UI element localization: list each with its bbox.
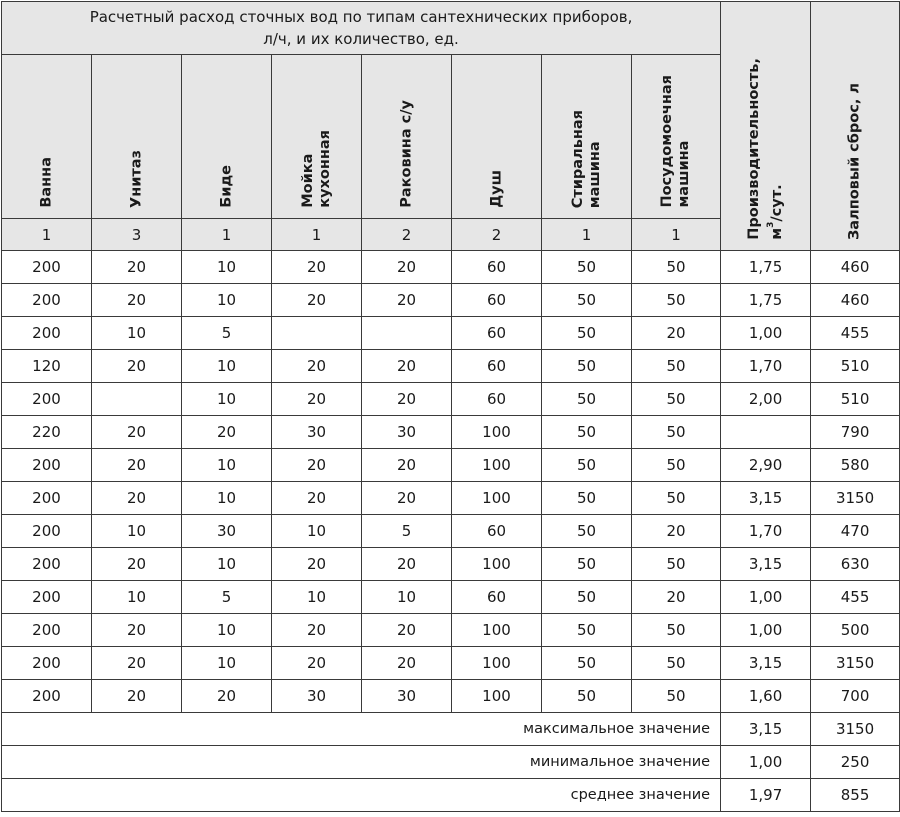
column-header-6 xyxy=(452,55,542,219)
table-cell: 50 xyxy=(632,614,721,647)
column-label-line-2: машина xyxy=(586,141,603,208)
table-cell: 50 xyxy=(542,548,632,581)
table-cell: 30 xyxy=(362,416,452,449)
table-row xyxy=(2,680,900,713)
table-title-line-1: Расчетный расход сточных вод по типам сантехнических приборов, xyxy=(89,8,633,26)
column-count: 1 xyxy=(2,219,92,251)
table-cell: 20 xyxy=(632,581,721,614)
table-cell: 200 xyxy=(2,515,92,548)
table-cell: 460 xyxy=(811,251,900,284)
table-cell: 20 xyxy=(92,251,182,284)
table-cell: 20 xyxy=(632,317,721,350)
table-cell: 20 xyxy=(92,680,182,713)
table-row xyxy=(2,350,900,383)
table-cell: 510 xyxy=(811,383,900,416)
column-header-3 xyxy=(182,55,272,219)
table-cell: 220 xyxy=(2,416,92,449)
table-cell: 790 xyxy=(811,416,900,449)
table-cell: 10 xyxy=(272,515,362,548)
table-cell: 20 xyxy=(182,416,272,449)
table-cell: 20 xyxy=(362,482,452,515)
table-cell: 200 xyxy=(2,647,92,680)
column-header-productivity xyxy=(721,2,811,251)
table-cell: 10 xyxy=(182,284,272,317)
table-cell: 3,15 xyxy=(721,647,811,680)
table-cell: 200 xyxy=(2,251,92,284)
table-cell: 10 xyxy=(182,383,272,416)
table-cell: 20 xyxy=(272,548,362,581)
table-cell: 10 xyxy=(182,350,272,383)
table-row xyxy=(2,482,900,515)
table-cell: 20 xyxy=(632,515,721,548)
table-cell: 50 xyxy=(542,515,632,548)
table-cell: 20 xyxy=(272,449,362,482)
table-cell: 20 xyxy=(272,284,362,317)
table-cell: 50 xyxy=(632,350,721,383)
table-cell: 100 xyxy=(452,680,542,713)
table-cell: 630 xyxy=(811,548,900,581)
table-cell: 50 xyxy=(542,449,632,482)
column-count: 2 xyxy=(452,219,542,251)
table-cell: 20 xyxy=(362,548,452,581)
column-count: 1 xyxy=(632,219,721,251)
table-cell: 1,00 xyxy=(721,581,811,614)
column-header-7 xyxy=(542,55,632,219)
column-label-line-2: машина xyxy=(676,141,693,208)
table-cell: 20 xyxy=(92,284,182,317)
table-cell: 20 xyxy=(92,548,182,581)
table-cell: 60 xyxy=(452,284,542,317)
table-cell: 50 xyxy=(632,416,721,449)
table-cell: 200 xyxy=(2,449,92,482)
column-count: 3 xyxy=(92,219,182,251)
table-cell: 455 xyxy=(811,317,900,350)
table-row xyxy=(2,317,900,350)
table-cell: 10 xyxy=(182,251,272,284)
column-header-1 xyxy=(2,55,92,219)
table-cell: 50 xyxy=(542,647,632,680)
table-cell: 50 xyxy=(542,383,632,416)
table-cell: 50 xyxy=(632,284,721,317)
table-cell: 30 xyxy=(272,680,362,713)
table-cell: 10 xyxy=(182,548,272,581)
table-cell: 10 xyxy=(182,614,272,647)
table-cell: 460 xyxy=(811,284,900,317)
column-header-8 xyxy=(632,55,721,219)
table-cell: 50 xyxy=(542,416,632,449)
summary-row xyxy=(2,713,900,746)
table-cell: 20 xyxy=(362,449,452,482)
table-cell: 200 xyxy=(2,548,92,581)
column-count: 2 xyxy=(362,219,452,251)
summary-discharge: 855 xyxy=(811,779,900,812)
table-cell: 50 xyxy=(632,680,721,713)
table-cell: 1,75 xyxy=(721,251,811,284)
table-cell: 3,15 xyxy=(721,548,811,581)
table-cell: 1,60 xyxy=(721,680,811,713)
table-cell: 1,75 xyxy=(721,284,811,317)
table-cell: 3150 xyxy=(811,647,900,680)
table-cell: 20 xyxy=(272,647,362,680)
table-cell: 5 xyxy=(182,581,272,614)
table-cell xyxy=(272,317,362,350)
column-header-4 xyxy=(272,55,362,219)
discharge-label: Залповый сброс, л xyxy=(846,82,863,240)
table-cell: 50 xyxy=(632,449,721,482)
table-cell: 50 xyxy=(632,647,721,680)
column-count: 1 xyxy=(272,219,362,251)
table-cell: 20 xyxy=(92,416,182,449)
table-cell: 2,00 xyxy=(721,383,811,416)
table-cell: 120 xyxy=(2,350,92,383)
table-cell: 20 xyxy=(92,647,182,680)
table-cell: 10 xyxy=(92,581,182,614)
productivity-unit-sup: 3 xyxy=(765,221,776,229)
column-header-5 xyxy=(362,55,452,219)
table-cell: 20 xyxy=(362,284,452,317)
table-cell: 20 xyxy=(272,482,362,515)
table-title-line-2: л/ч, и их количество, ед. xyxy=(263,30,459,48)
table-cell: 200 xyxy=(2,614,92,647)
table-cell: 100 xyxy=(452,614,542,647)
productivity-unit-base: м xyxy=(768,228,785,240)
column-label: Мойка xyxy=(299,153,316,208)
table-cell: 60 xyxy=(452,581,542,614)
table-row xyxy=(2,548,900,581)
column-label: Стиральная xyxy=(569,109,586,208)
table-cell: 20 xyxy=(272,350,362,383)
column-count: 1 xyxy=(182,219,272,251)
table-cell: 50 xyxy=(632,482,721,515)
table-cell: 470 xyxy=(811,515,900,548)
table-row xyxy=(2,647,900,680)
column-header-2 xyxy=(92,55,182,219)
column-label: Раковина с/у xyxy=(398,100,414,208)
summary-discharge: 3150 xyxy=(811,713,900,746)
column-label: Ванна xyxy=(38,157,54,208)
table-cell: 20 xyxy=(272,614,362,647)
table-cell: 200 xyxy=(2,317,92,350)
table-cell: 60 xyxy=(452,515,542,548)
productivity-label: Производительность, xyxy=(745,58,762,240)
table-cell: 20 xyxy=(362,383,452,416)
table-cell: 30 xyxy=(182,515,272,548)
column-label: Биде xyxy=(218,165,234,208)
column-label: Унитаз xyxy=(128,150,144,208)
column-count: 1 xyxy=(542,219,632,251)
table-cell: 100 xyxy=(452,416,542,449)
table-cell: 50 xyxy=(542,680,632,713)
table-cell: 20 xyxy=(92,482,182,515)
table-cell: 20 xyxy=(272,383,362,416)
table-row xyxy=(2,449,900,482)
summary-discharge: 250 xyxy=(811,746,900,779)
table-cell: 3,15 xyxy=(721,482,811,515)
wastewater-table xyxy=(1,1,900,812)
summary-productivity: 3,15 xyxy=(721,713,811,746)
table-cell: 20 xyxy=(182,680,272,713)
summary-productivity: 1,97 xyxy=(721,779,811,812)
summary-row xyxy=(2,746,900,779)
table-cell: 20 xyxy=(362,647,452,680)
table-cell: 50 xyxy=(632,383,721,416)
table-cell: 30 xyxy=(272,416,362,449)
table-row xyxy=(2,515,900,548)
column-label: Душ xyxy=(488,170,504,208)
table-cell: 20 xyxy=(362,350,452,383)
table-cell: 1,00 xyxy=(721,317,811,350)
table-cell: 200 xyxy=(2,383,92,416)
summary-label: максимальное значение xyxy=(2,713,721,746)
column-header-discharge xyxy=(811,2,900,251)
summary-label: среднее значение xyxy=(2,779,721,812)
table-row xyxy=(2,251,900,284)
table-cell: 60 xyxy=(452,251,542,284)
table-title xyxy=(2,2,721,55)
table-cell: 3150 xyxy=(811,482,900,515)
table-cell: 10 xyxy=(272,581,362,614)
table-cell: 500 xyxy=(811,614,900,647)
productivity-unit-rest: /сут. xyxy=(768,184,785,222)
table-cell: 10 xyxy=(362,581,452,614)
table-cell: 50 xyxy=(542,482,632,515)
table-cell: 20 xyxy=(362,251,452,284)
table-cell: 1,70 xyxy=(721,350,811,383)
table-cell xyxy=(721,416,811,449)
table-cell: 200 xyxy=(2,284,92,317)
table-cell: 60 xyxy=(452,350,542,383)
table-row xyxy=(2,416,900,449)
table-cell: 10 xyxy=(182,482,272,515)
table-row xyxy=(2,284,900,317)
table-cell: 10 xyxy=(182,647,272,680)
table-cell: 50 xyxy=(542,581,632,614)
table-row xyxy=(2,614,900,647)
table-cell: 50 xyxy=(632,548,721,581)
table-cell: 100 xyxy=(452,548,542,581)
table-cell xyxy=(92,383,182,416)
column-label-line-2: кухонная xyxy=(316,130,333,208)
table-cell: 20 xyxy=(362,614,452,647)
table-cell: 1,00 xyxy=(721,614,811,647)
summary-row xyxy=(2,779,900,812)
table-cell: 200 xyxy=(2,680,92,713)
table-cell: 5 xyxy=(362,515,452,548)
table-cell: 100 xyxy=(452,647,542,680)
table-cell: 50 xyxy=(542,614,632,647)
table-cell: 2,90 xyxy=(721,449,811,482)
table-cell: 1,70 xyxy=(721,515,811,548)
table-row xyxy=(2,383,900,416)
table-cell: 10 xyxy=(182,449,272,482)
summary-label: минимальное значение xyxy=(2,746,721,779)
table-cell: 20 xyxy=(272,251,362,284)
table-cell xyxy=(362,317,452,350)
table-cell: 700 xyxy=(811,680,900,713)
table-cell: 50 xyxy=(542,350,632,383)
table-cell: 510 xyxy=(811,350,900,383)
table-cell: 20 xyxy=(92,449,182,482)
table-cell: 60 xyxy=(452,383,542,416)
table-row xyxy=(2,581,900,614)
table-cell: 30 xyxy=(362,680,452,713)
table-cell: 200 xyxy=(2,482,92,515)
table-cell: 50 xyxy=(632,251,721,284)
table-cell: 20 xyxy=(92,350,182,383)
summary-productivity: 1,00 xyxy=(721,746,811,779)
table-cell: 50 xyxy=(542,251,632,284)
table-cell: 580 xyxy=(811,449,900,482)
table-cell: 50 xyxy=(542,317,632,350)
table-cell: 100 xyxy=(452,482,542,515)
table-cell: 50 xyxy=(542,284,632,317)
table-cell: 20 xyxy=(92,614,182,647)
table-cell: 455 xyxy=(811,581,900,614)
table-cell: 100 xyxy=(452,449,542,482)
column-label: Посудомоечная xyxy=(659,75,676,208)
table-cell: 10 xyxy=(92,317,182,350)
table-cell: 10 xyxy=(92,515,182,548)
table-cell: 5 xyxy=(182,317,272,350)
table-cell: 200 xyxy=(2,581,92,614)
table-cell: 60 xyxy=(452,317,542,350)
